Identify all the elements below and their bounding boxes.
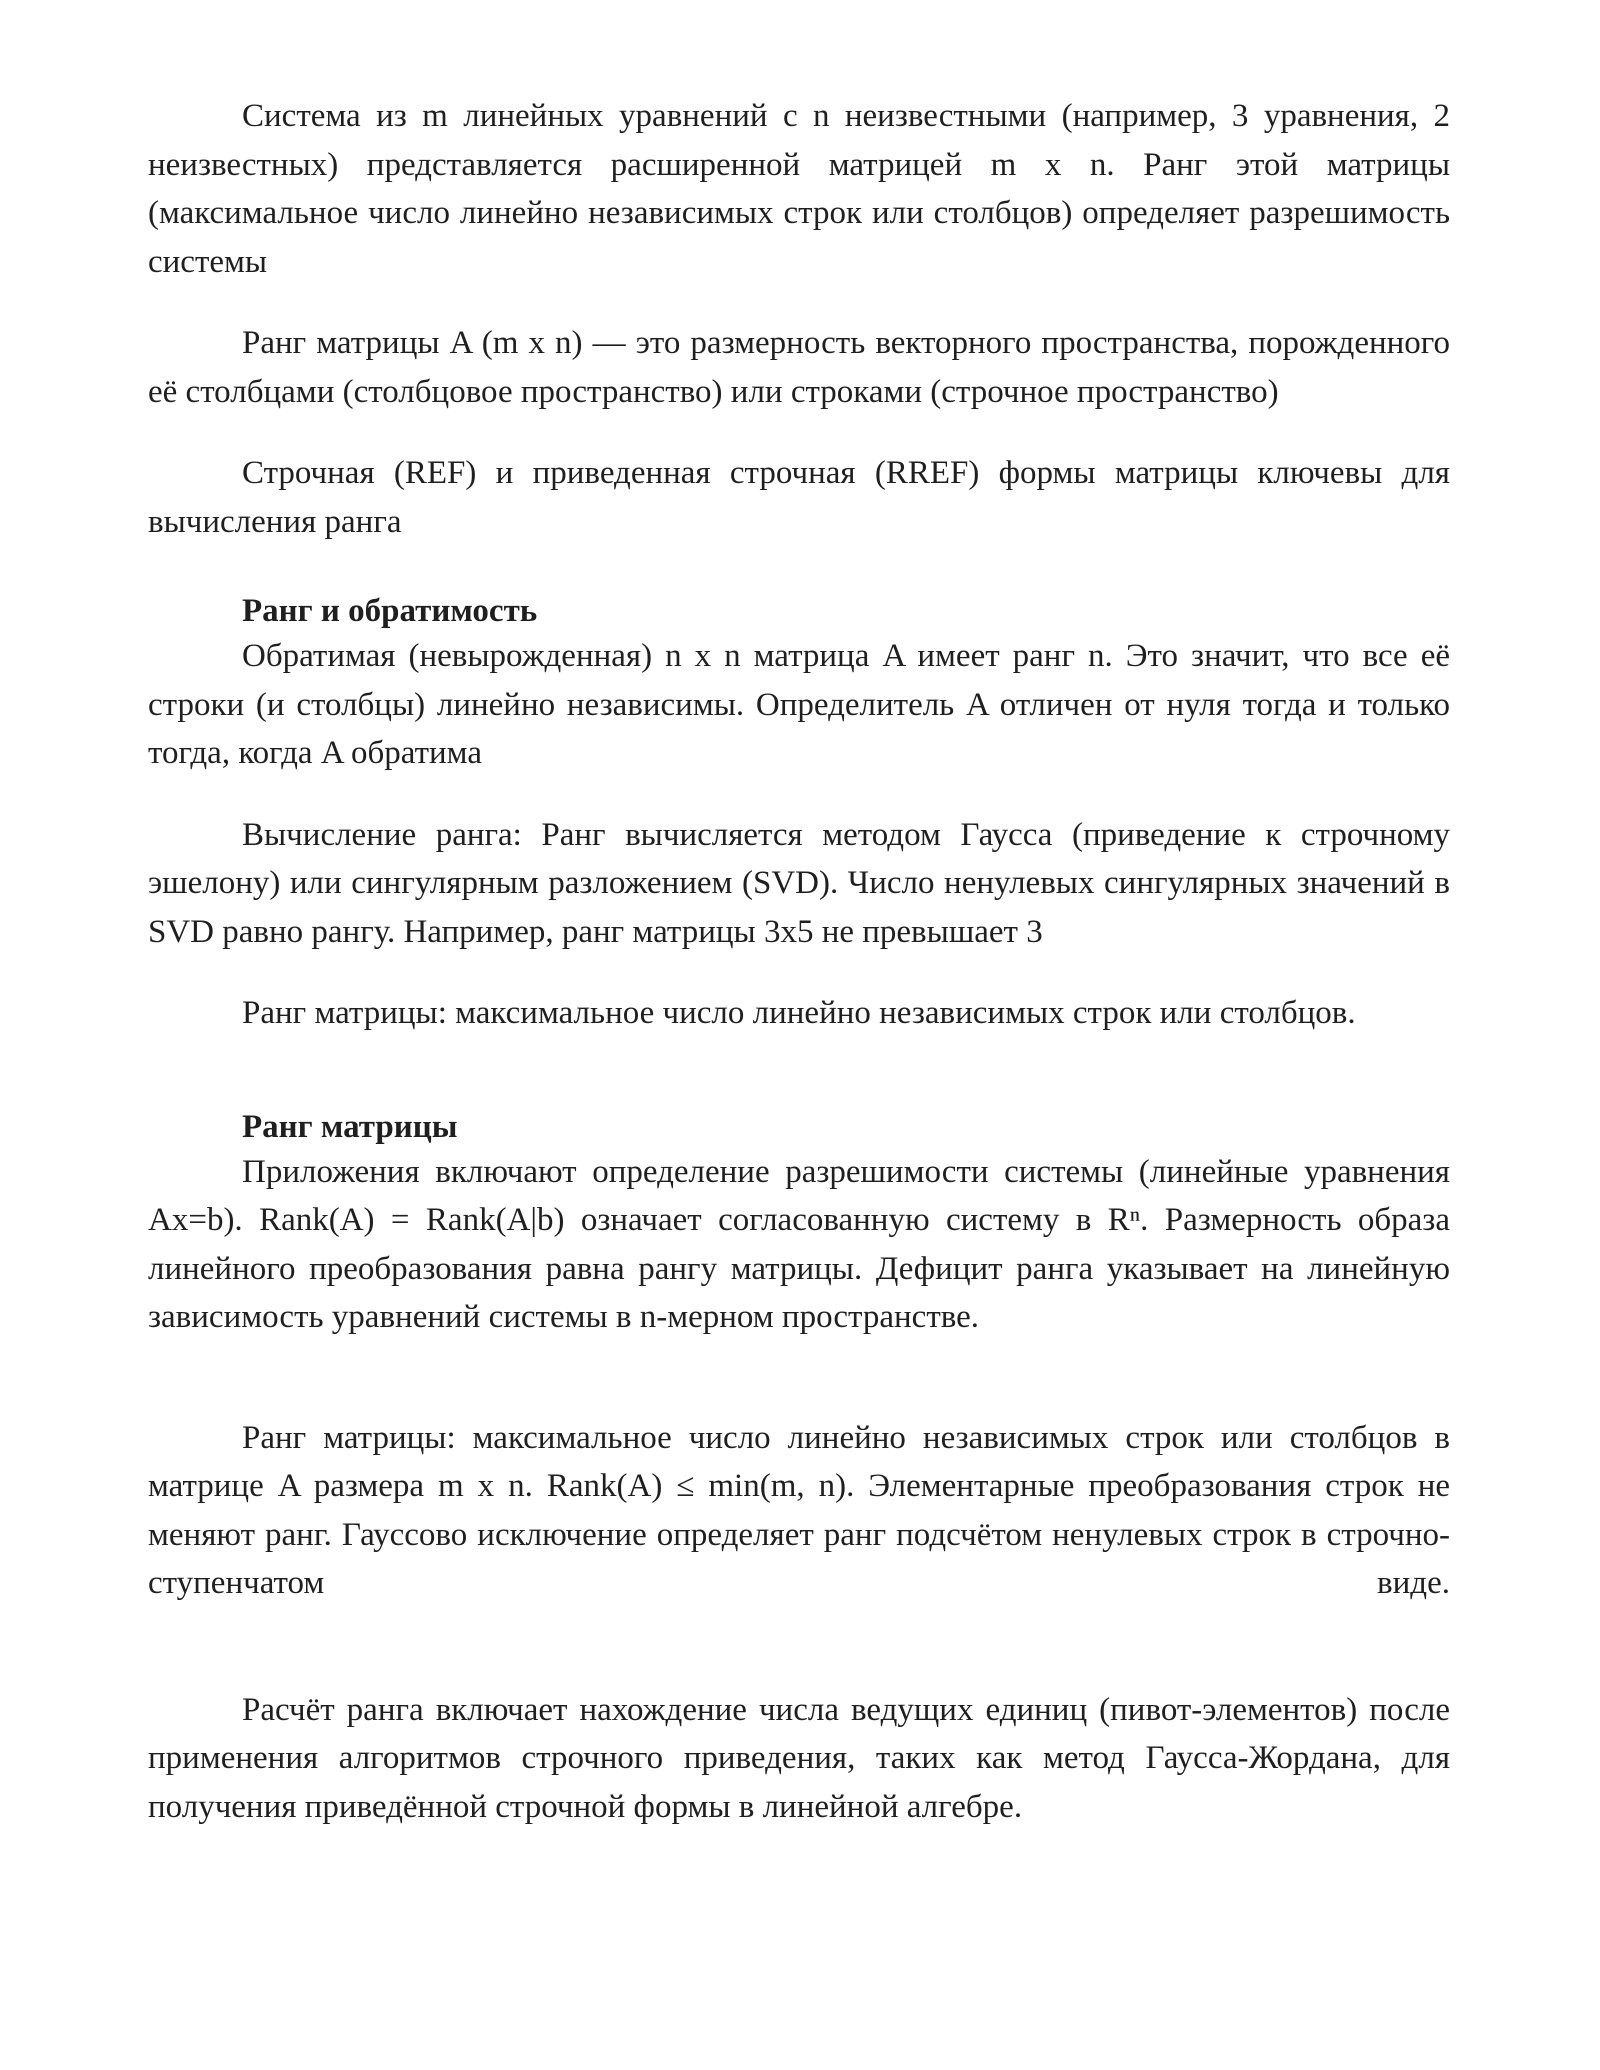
spacer xyxy=(148,778,1450,811)
spacer xyxy=(148,1342,1450,1414)
spacer xyxy=(148,1608,1450,1686)
heading-matrix-rank: Ранг матрицы xyxy=(242,1108,458,1145)
paragraph-ref-rref: Строчная (REF) и приведенная строчная (RREF) формы матрицы ключевы для вычисления ранга xyxy=(148,455,1450,540)
spacer xyxy=(148,416,1450,449)
paragraph-pivot-elements: Расчёт ранга включает нахождение числа ведущих единиц (пивот-элементов) после применения алгоритмов строчного приведения, таких как метод Гаусса-Жордана, для получения приведённой строчной формы в линейной алгебре. xyxy=(148,1691,1450,1825)
paragraph-rank-definition: Ранг матрицы A (m x n) — это размерность векторного пространства, порожденного её столбцами (столбцовое пространство) или строками (строчное пространство) xyxy=(148,325,1450,410)
paragraph-rank-computation: Вычисление ранга: Ранг вычисляется методом Гаусса (приведение к строчному эшелону) или сингулярным разложением (SVD). Число ненулевых сингулярных значений в SVD равно рангу. Например, ранг матрицы 3x5 не превышает 3 xyxy=(148,816,1450,950)
spacer xyxy=(148,546,1450,590)
spacer xyxy=(148,286,1450,319)
paragraph-rank-short-definition: Ранг матрицы: максимальное число линейно независимых строк или столбцов. xyxy=(242,995,1356,1031)
paragraph-applications: Приложения включают определение разрешимости системы (линейные уравнения Ax=b). Rank(A) = Rank(A|b) означает согласованную систему в Rⁿ. Размерность образа линейного преобразования равна рангу матрицы. Дефицит ранга указывает на линейную зависимость уравнений системы в n-мерном пространстве. xyxy=(148,1153,1450,1335)
spacer xyxy=(148,1038,1450,1106)
paragraph-system-of-equations: Система из m линейных уравнений с n неизвестными (например, 3 уравнения, 2 неизвестных) представляется расширенной матрицей m x n. Ранг этой матрицы (максимальное число линейно независимых строк или столбцов) определяет разрешимость системы xyxy=(148,98,1450,280)
heading-rank-and-invertibility: Ранг и обратимость xyxy=(242,593,538,629)
paragraph-invertible-matrix: Обратимая (невырожденная) n x n матрица A имеет ранг n. Это значит, что все её строки (и столбцы) линейно независимы. Определитель A отличен от нуля тогда и только тогда, когда A обратима xyxy=(148,638,1450,771)
paragraph-elementary-operations: Ранг матрицы: максимальное число линейно независимых строк или столбцов в матрице A размера m x n. Rank(A) ≤ min(m, n). Элементарные преобразования строк не меняют ранг. Гауссово исключение определяет ранг подсчётом ненулевых строк в строчно-ступенчатом виде. xyxy=(148,1419,1450,1601)
document-page xyxy=(148,92,1450,1831)
spacer xyxy=(148,956,1450,989)
